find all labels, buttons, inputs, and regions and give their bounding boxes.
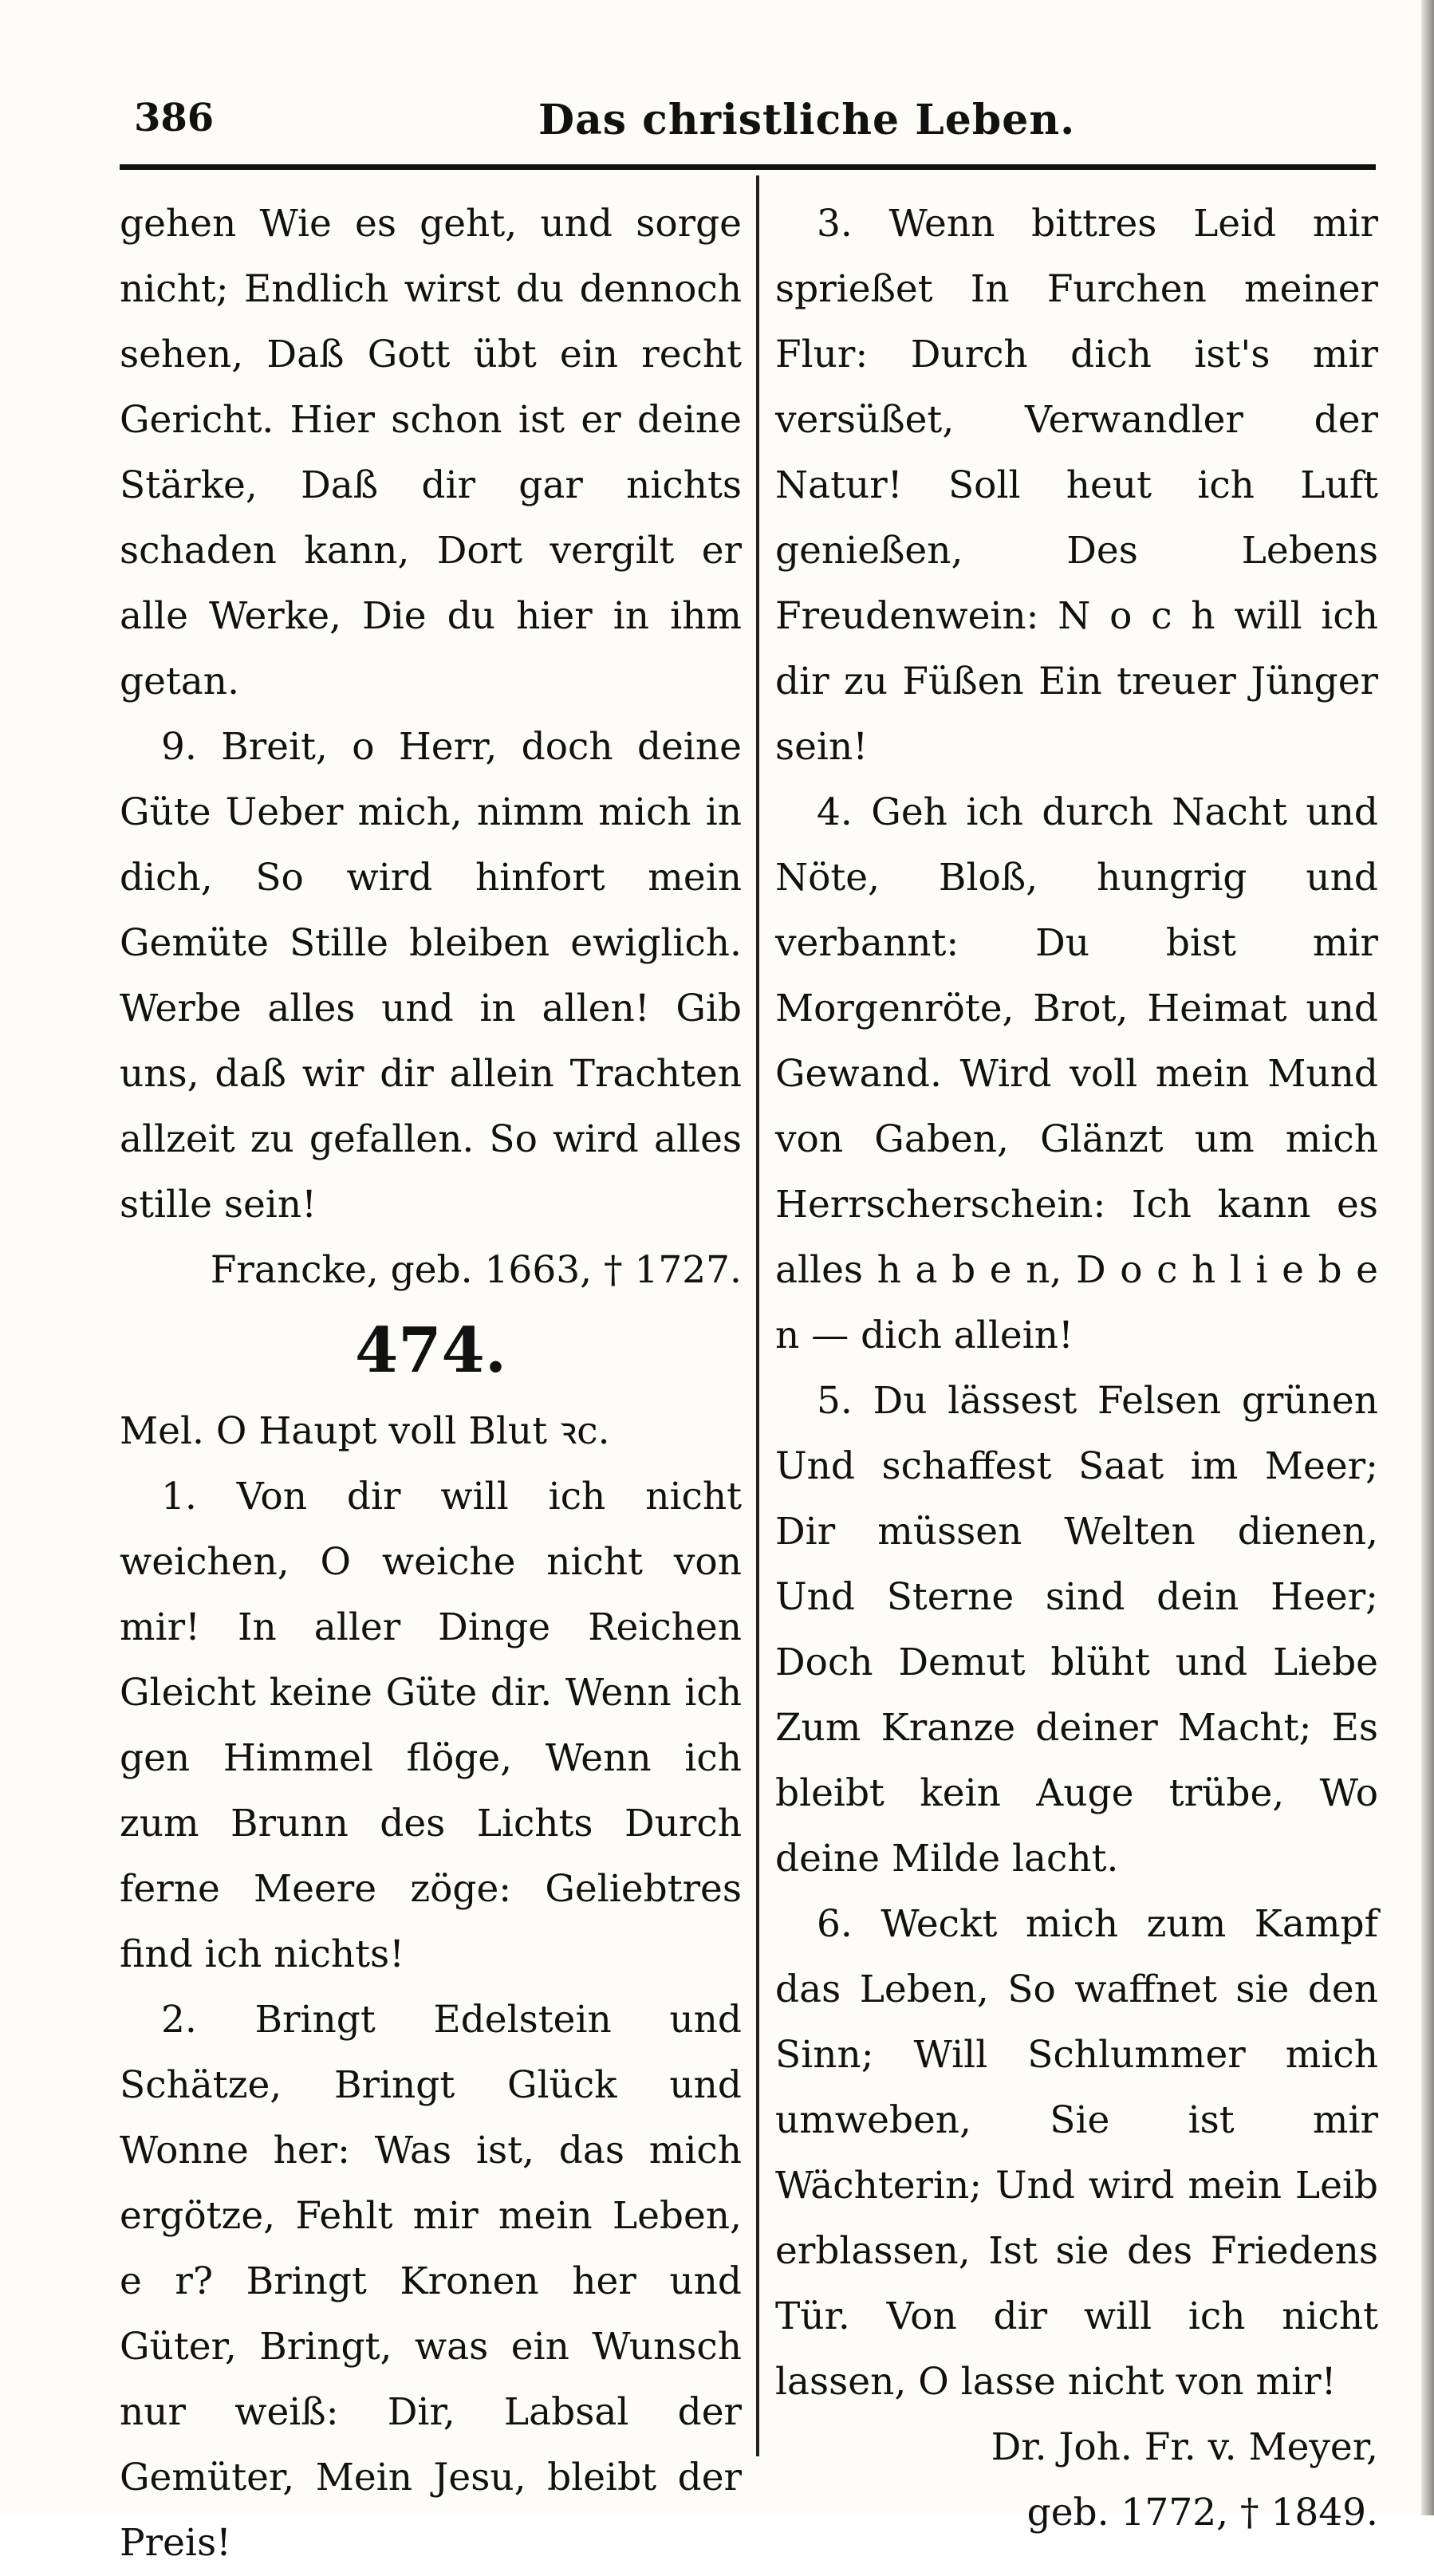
page-edge-shadow [1421, 0, 1434, 2515]
hymn-number: 474. [355, 1314, 506, 1387]
melody-line: Mel. O Haupt voll Blut ꝛc. [120, 1409, 610, 1453]
verse-continuation: gehen Wie es geht, und sorge nicht; Endlich wirst du dennoch sehen, Daß Gott übt ein recht Gericht. Hier schon ist er deine Stärke, Daß dir gar nichts schaden kann, Dort vergilt er alle Werke, Die du hier in ihm getan. [120, 202, 742, 703]
verse-4: 4. Geh ich durch Nacht und Nöte, Bloß, hungrig und verbannt: Du bist mir Morgenröte, Brot, Heimat und Gewand. Wird voll mein Mund von Gaben, Glänzt um mich Herrscherschein: Ich kann es alles h a b e n, D o c h l i e b e n — dich allein! [775, 790, 1378, 1357]
verse-5: 5. Du lässest Felsen grünen Und schaffest Saat im Meer; Dir müssen Welten dienen, Und Sterne sind dein Heer; Doch Demut blüht und Liebe Zum Kranze deiner Macht; Es bleibt kein Auge trübe, Wo deine Milde lacht. [775, 1379, 1378, 1881]
page-header [120, 88, 1376, 160]
verse-2: 2. Bringt Edelstein und Schätze, Bringt Glück und Wonne her: Was ist, das mich ergötze, Fehlt mir mein Leben, e r? Bringt Kronen her und Güter, Bringt, was ein Wunsch nur weiß: Dir, Labsal der Gemüter, Mein Jesu, bleibt der Preis! [120, 1998, 742, 2565]
verse-1: 1. Von dir will ich nicht weichen, O weiche nicht von mir! In aller Dinge Reichen Gleicht keine Güte dir. Wenn ich gen Himmel flöge, Wenn ich zum Brunn des Lichts Durch ferne Meere zöge: Geliebtres find ich nichts! [120, 1475, 742, 1976]
attribution-meyer-line2: geb. 1772, † 1849. [1026, 2491, 1378, 2535]
running-head: Das christliche Leben. [538, 96, 1076, 144]
left-column [120, 191, 742, 2576]
right-column [775, 191, 1378, 2546]
header-rule [120, 164, 1376, 170]
column-divider [756, 175, 759, 2456]
verse-3: 3. Wenn bittres Leid mir sprießet In Furchen meiner Flur: Durch dich ist's mir versüßet, Verwandler der Natur! Soll heut ich Luft genießen, Des Lebens Freudenwein: N o c h will ich dir zu Füßen Ein treuer Jünger sein! [775, 202, 1378, 769]
verse-9: 9. Breit, o Herr, doch deine Güte Ueber mich, nimm mich in dich, So wird hinfort mein Gemüte Stille bleiben ewiglich. Werbe alles und in allen! Gib uns, daß wir dir allein Trachten allzeit zu gefallen. So wird alles stille sein! [120, 725, 742, 1227]
verse-6: 6. Weckt mich zum Kampf das Leben, So waffnet sie den Sinn; Will Schlummer mich umweben, Sie ist mir Wächterin; Und wird mein Leib erblassen, Ist sie des Friedens Tür. Von dir will ich nicht lassen, O lasse nicht von mir! [775, 1902, 1378, 2404]
attribution-francke: Francke, geb. 1663, † 1727. [210, 1248, 742, 1292]
page-number: 386 [134, 96, 215, 140]
attribution-meyer-line1: Dr. Joh. Fr. v. Meyer, [991, 2425, 1378, 2469]
